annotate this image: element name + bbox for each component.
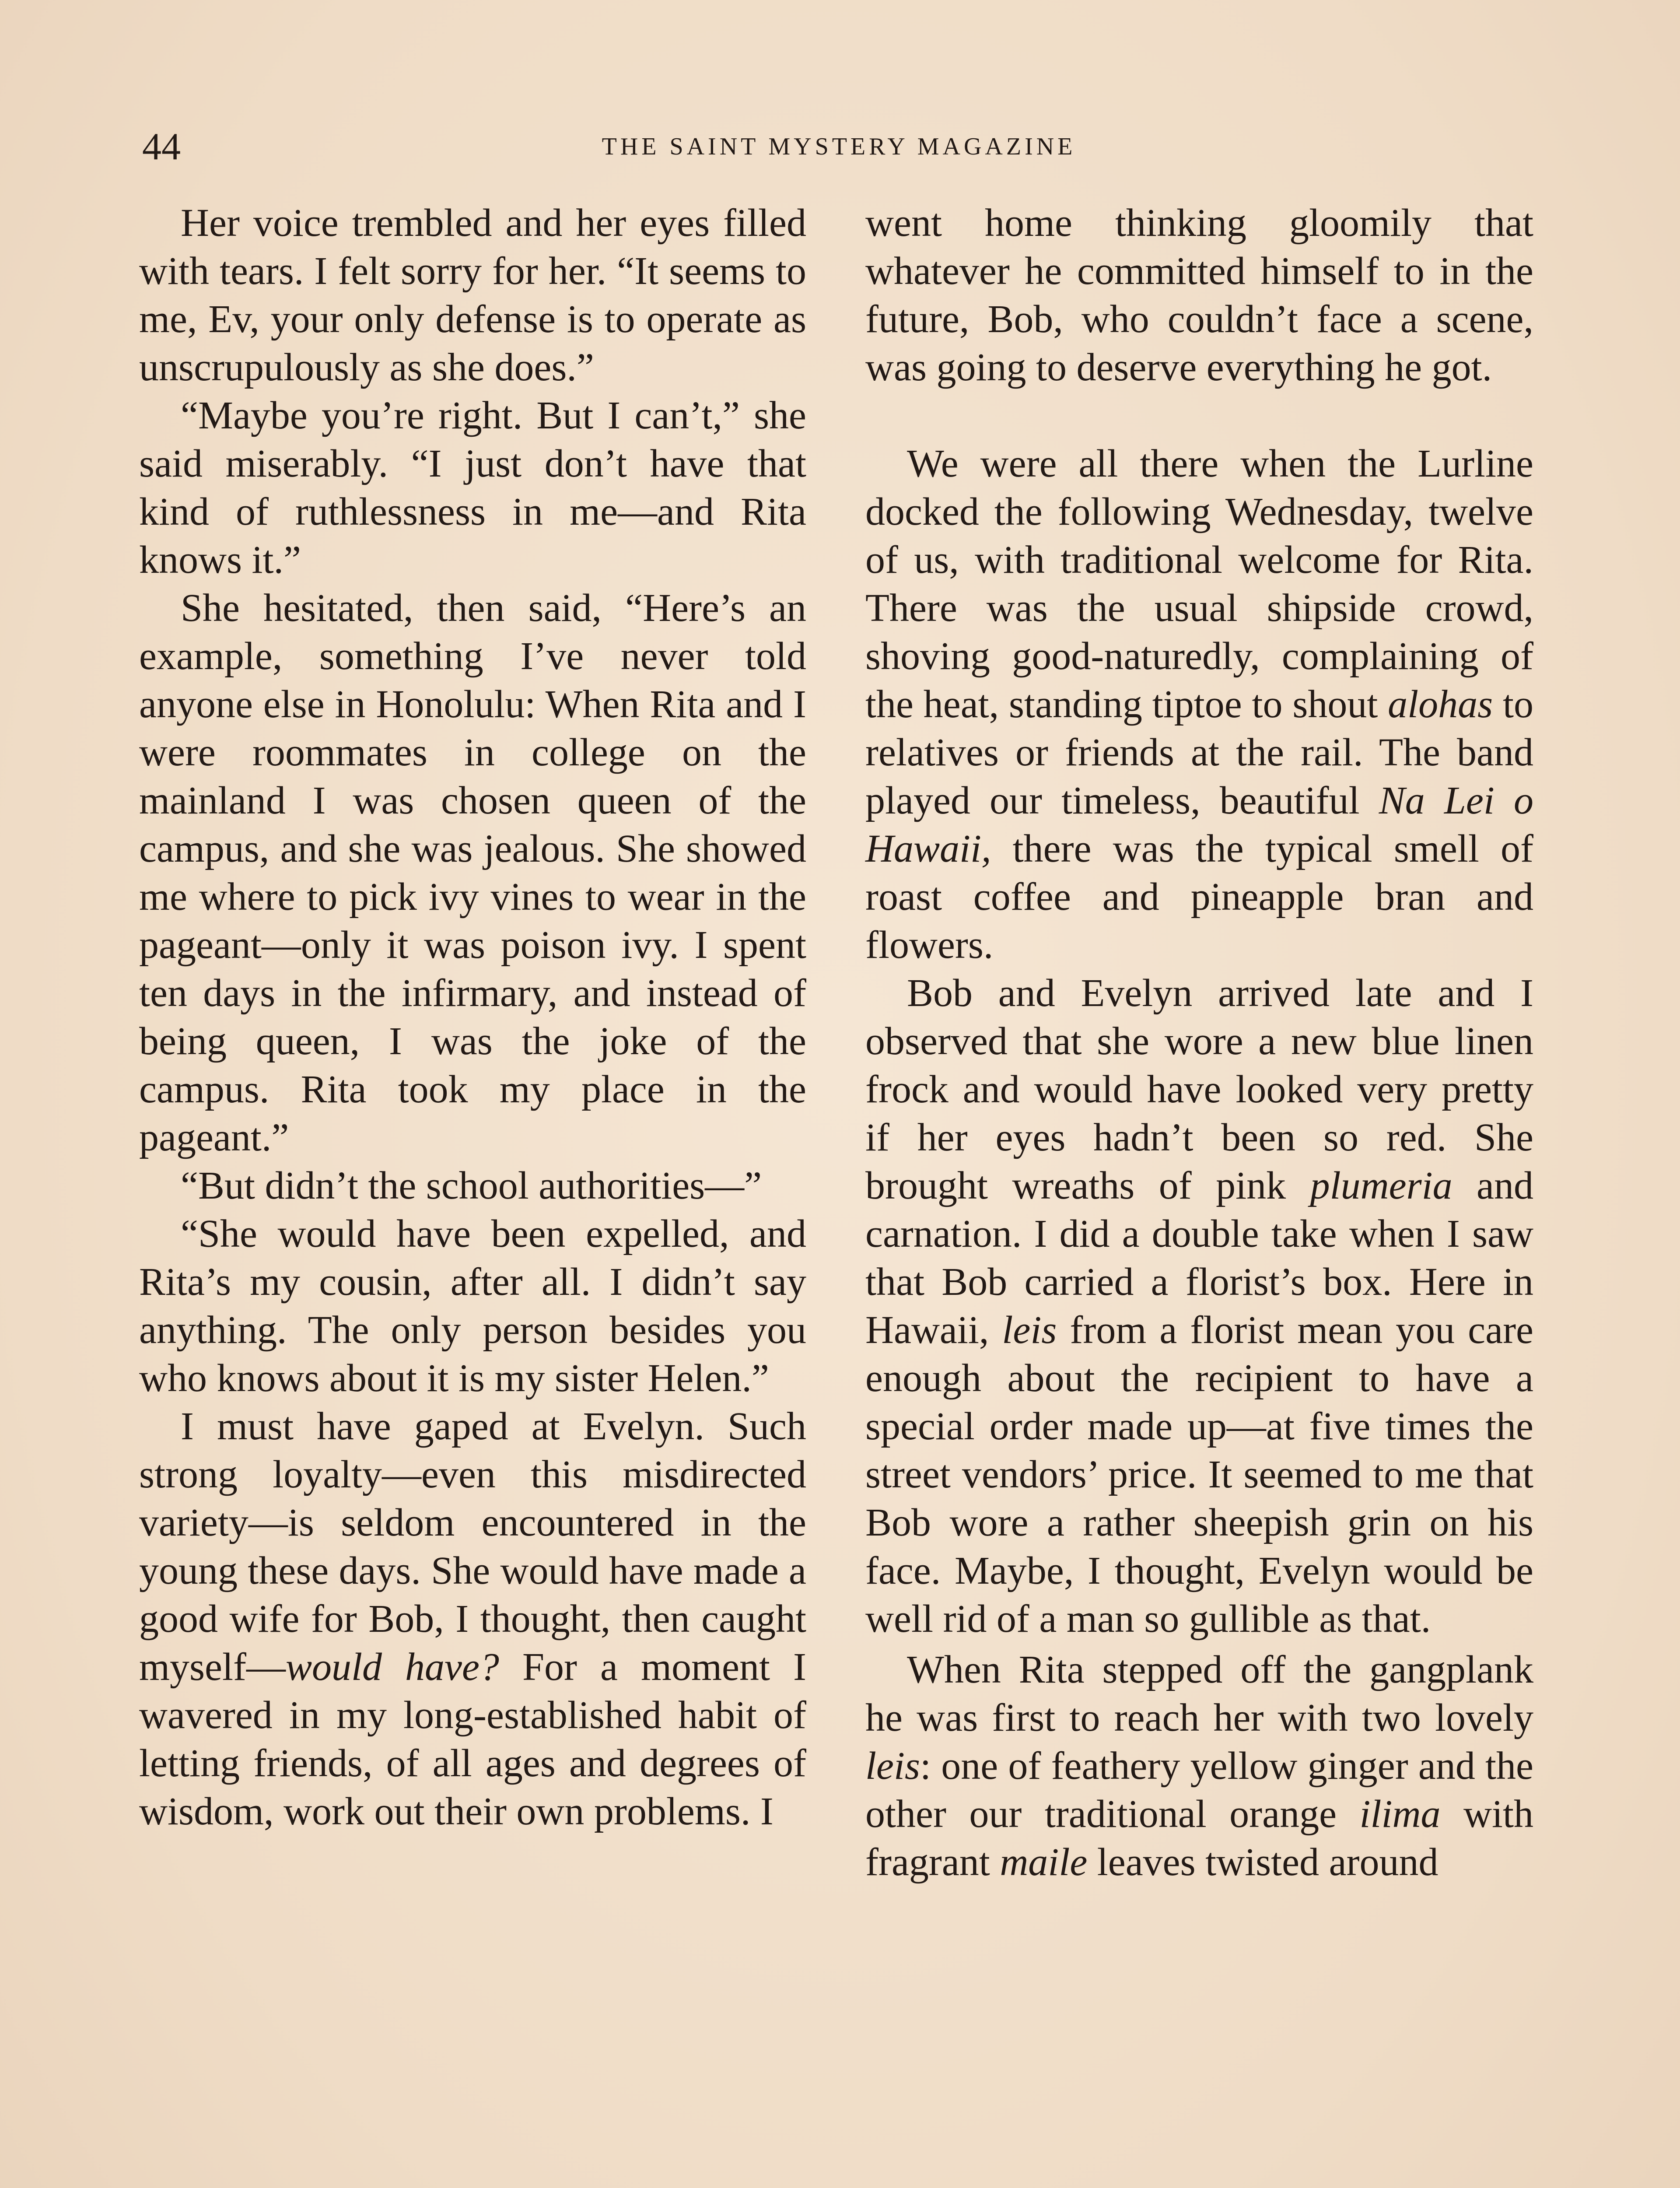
paragraph: Her voice trembled and her eyes filled with tears. I felt sorry for her. “It seems to me, Ev, your only defense is to operate as unscrupulously as she does.” xyxy=(139,201,806,389)
paragraph xyxy=(139,1403,806,1836)
paragraph-continuation: went home thinking gloomily that whatever he committed himself to in the future, Bob, who couldn’t face a scene, was going to deserve everything he got. xyxy=(865,201,1533,389)
italic-text: ilima xyxy=(1359,1792,1441,1836)
running-head: THE SAINT MYSTERY MAGAZINE xyxy=(602,133,1076,160)
left-column xyxy=(139,199,806,1836)
paragraph: “But didn’t the school authorities—” xyxy=(181,1164,762,1207)
text-run: We were all there when the Lurline docked the following Wednesday, twelve of us, with traditional welcome for Rita. There was the usual shipside crowd, shoving good-naturedly, complaining of the heat, standing tiptoe to shout xyxy=(865,442,1533,726)
paragraph xyxy=(865,440,1533,969)
paragraph xyxy=(865,1646,1533,1886)
italic-text: leis xyxy=(865,1744,920,1788)
text-run: leaves twisted around xyxy=(1087,1841,1438,1884)
paragraph: “Maybe you’re right. But I can’t,” she said miserably. “I just don’t have that kind of ruthlessness in me—and Rita knows it.” xyxy=(139,394,806,582)
text-run: with fragrant xyxy=(865,1792,1533,1884)
text-run: and carnation. I did a double take when I saw that Bob carried a florist’s box. Here in Hawaii, xyxy=(865,1164,1533,1352)
italic-text: plumeria xyxy=(1310,1164,1452,1207)
text-run: there was the typical smell of roast coffee and pineapple bran and flowers. xyxy=(865,827,1533,967)
text-run: to relatives or friends at the rail. The band played our timeless, beautiful xyxy=(865,683,1533,822)
page-number: 44 xyxy=(142,126,181,168)
italic-text: leis xyxy=(1002,1308,1057,1352)
text-run: : one of feathery yellow ginger and the other our traditional orange xyxy=(865,1744,1533,1836)
text-run: Bob and Evelyn arrived late and I observed that she wore a new blue linen frock and would have looked very pretty if her eyes hadn’t been so red. She brought wreaths of pink xyxy=(865,971,1533,1207)
text-run: When Rita stepped off the gangplank he was first to reach her with two lovely xyxy=(865,1648,1533,1739)
paragraph: “She would have been expelled, and Rita’s my cousin, after all. I didn’t say anything. The only person besides you who knows about it is my sister Helen.” xyxy=(139,1212,806,1400)
paragraph xyxy=(865,969,1533,1643)
italic-text: maile xyxy=(1000,1841,1088,1884)
text-run: For a moment I wavered in my long-established habit of letting friends, of all ages and degrees of wisdom, work out their own problems. I xyxy=(139,1645,806,1833)
text-run: from a florist mean you care enough about the recipient to have a special order made up—at five times the street vendors’ price. It seemed to me that Bob wore a rather sheepish grin on his face. Maybe, I thought, Evelyn would be well rid of a man so gullible as that. xyxy=(865,1308,1533,1641)
italic-text: alohas xyxy=(1388,683,1493,726)
text-run: I must have gaped at Evelyn. Such strong loyalty—even this misdirected variety—is seldom encountered in the young these days. She would have made a good wife for Bob, I thought, then caught myself— xyxy=(139,1405,806,1689)
paragraph: She hesitated, then said, “Here’s an example, something I’ve never told anyone else in Honolulu: When Rita and I were roommates in college on the mainland I was chosen queen of the campus, and she was jealous. She showed me where to pick ivy vines to wear in the pageant—only it was poison ivy. I spent ten days in the infirmary, and instead of being queen, I was the joke of the campus. Rita took my place in the pageant.” xyxy=(139,586,806,1159)
right-column xyxy=(865,199,1533,1886)
italic-text: Na Lei o Hawaii, xyxy=(865,779,1533,870)
page-header xyxy=(142,125,1536,177)
italic-text: would have? xyxy=(285,1645,499,1689)
